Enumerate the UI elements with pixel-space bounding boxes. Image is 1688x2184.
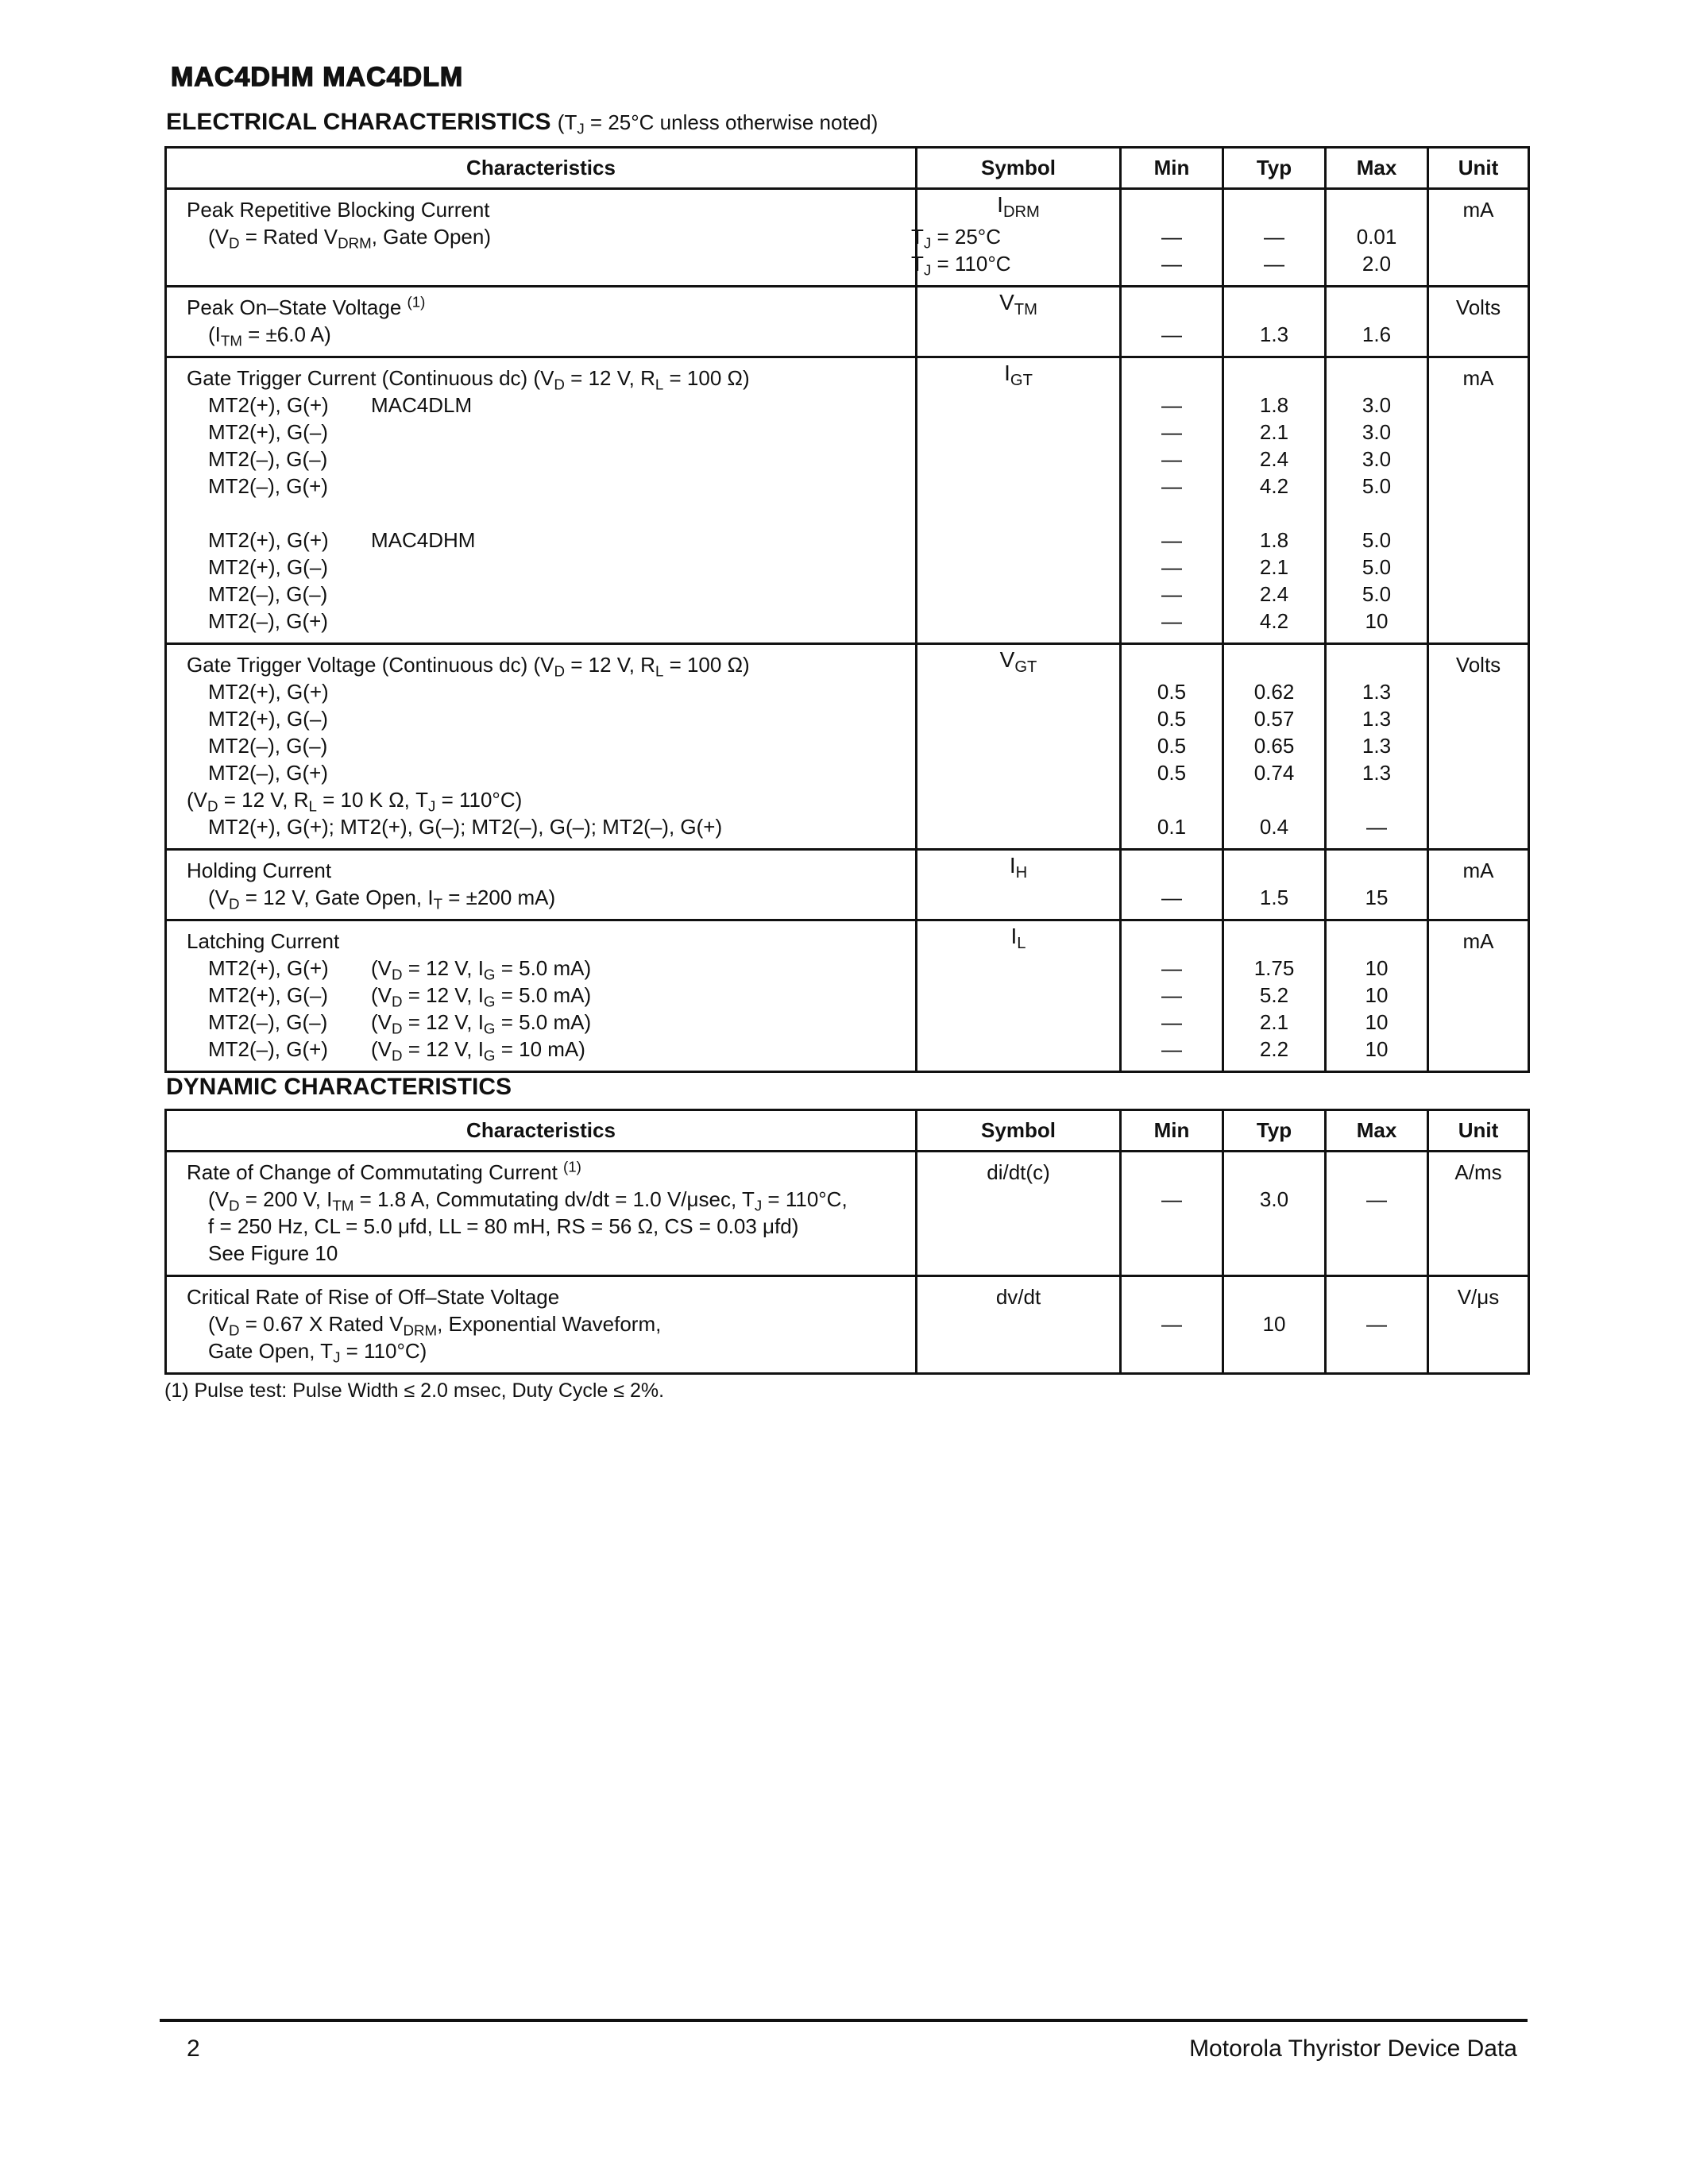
- didt-unit: A/ms: [1428, 1152, 1529, 1276]
- idrm-characteristic: Peak Repetitive Blocking Current ($V_D$ = Rated $V_{DRM}$, Gate Open) $T_J = 25^\circ C$ $T_J = 110^\circ C$: [166, 189, 917, 287]
- col-characteristics: Characteristics: [166, 1110, 917, 1152]
- col-typ: Typ: [1223, 1110, 1326, 1152]
- table-row: [166, 287, 1529, 357]
- dvdt-min: —: [1121, 1276, 1223, 1374]
- vgt-typ: 0.62 0.57 0.65 0.74 0.4: [1223, 644, 1326, 850]
- dvdt-typ: 10: [1223, 1276, 1326, 1374]
- igt-max: 3.0 3.0 3.0 5.0 5.0 5.0 5.0 10: [1326, 357, 1428, 644]
- vgt-characteristic: Gate Trigger Voltage (Continuous dc) ($V_D = 12$ V, $R_L = 100$ Ω) MT2(+), G(+) MT2(+), G(–) MT2(–), G(–) MT2(–), G(+) ($V_D = 12$ V, $R_L = 10$ K Ω, $T_J = 110^\circ C$) MT2(+), G(+); MT2(+), G(–); MT2(–), G(–); MT2(–), G(+): [166, 644, 917, 850]
- igt-typ: 1.8 2.1 2.4 4.2 1.8 2.1 2.4 4.2: [1223, 357, 1326, 644]
- ih-symbol: $I_H$: [917, 850, 1121, 920]
- col-unit: Unit: [1428, 1110, 1529, 1152]
- device-label-mac4dhm: MAC4DHM: [371, 528, 476, 552]
- table-row: [166, 850, 1529, 920]
- col-symbol: Symbol: [917, 1110, 1121, 1152]
- igt-symbol: $I_{GT}$: [917, 357, 1121, 644]
- idrm-typ: — —: [1223, 189, 1326, 287]
- didt-symbol: di/dt(c): [917, 1152, 1121, 1276]
- col-max: Max: [1326, 148, 1428, 189]
- didt-min: —: [1121, 1152, 1223, 1276]
- table-row: [166, 1276, 1529, 1374]
- col-unit: Unit: [1428, 148, 1529, 189]
- electrical-condition: ($T_J = 25^\circ C$ unless otherwise noted): [557, 110, 879, 137]
- col-min: Min: [1121, 148, 1223, 189]
- vgt-unit: Volts: [1428, 644, 1529, 850]
- table-header-row: [166, 1110, 1529, 1152]
- vtm-symbol: $V_{TM}$: [917, 287, 1121, 357]
- idrm-max: 0.01 2.0: [1326, 189, 1428, 287]
- igt-min: — — — — — — — —: [1121, 357, 1223, 644]
- ih-unit: mA: [1428, 850, 1529, 920]
- didt-max: —: [1326, 1152, 1428, 1276]
- vgt-min: 0.5 0.5 0.5 0.5 0.1: [1121, 644, 1223, 850]
- igt-unit: mA: [1428, 357, 1529, 644]
- table-row: [166, 189, 1529, 287]
- ih-min: —: [1121, 850, 1223, 920]
- il-max: 10 10 10 10: [1326, 920, 1428, 1072]
- ih-characteristic: Holding Current ($V_D = 12$ V, Gate Open, $I_T = \pm 200$ mA): [166, 850, 917, 920]
- dvdt-characteristic: Critical Rate of Rise of Off–State Voltage ($V_D = 0.67$ X Rated $V_{DRM}$, Exponential Waveform, Gate Open, $T_J = 110^\circ C$): [166, 1276, 917, 1374]
- il-characteristic: Latching Current MT2(+), G(+) ($V_D = 12$ V, $I_G = 5.0$ mA) MT2(+), G(–) ($V_D = 12$ V, $I_G = 5.0$ mA) MT2(–), G(–) ($V_D = 12$ V, $I_G = 5.0$ mA) MT2(–), G(+) ($V_D = 12$ V, $I_G = 10$ mA): [166, 920, 917, 1072]
- table-header-row: [166, 148, 1529, 189]
- col-symbol: Symbol: [917, 148, 1121, 189]
- table-row: [166, 357, 1529, 644]
- dvdt-max: —: [1326, 1276, 1428, 1374]
- il-typ: 1.75 5.2 2.1 2.2: [1223, 920, 1326, 1072]
- vgt-symbol: $V_{GT}$: [917, 644, 1121, 850]
- col-typ: Typ: [1223, 148, 1326, 189]
- table-row: [166, 1152, 1529, 1276]
- idrm-min: — —: [1121, 189, 1223, 287]
- publication-title: Motorola Thyristor Device Data: [1189, 2035, 1517, 2062]
- electrical-heading-text: ELECTRICAL CHARACTERISTICS: [166, 109, 551, 135]
- device-label-mac4dlm: MAC4DLM: [371, 393, 473, 417]
- didt-typ: 3.0: [1223, 1152, 1326, 1276]
- col-min: Min: [1121, 1110, 1223, 1152]
- idrm-unit: mA: [1428, 189, 1529, 287]
- electrical-heading: [166, 109, 878, 136]
- dvdt-symbol: dv/dt: [917, 1276, 1121, 1374]
- col-max: Max: [1326, 1110, 1428, 1152]
- table-row: [166, 644, 1529, 850]
- il-unit: mA: [1428, 920, 1529, 1072]
- ih-max: 15: [1326, 850, 1428, 920]
- vgt-max: 1.3 1.3 1.3 1.3 —: [1326, 644, 1428, 850]
- footnote: (1) Pulse test: Pulse Width ≤ 2.0 msec, Duty Cycle ≤ 2%.: [164, 1379, 665, 1402]
- col-characteristics: Characteristics: [166, 148, 917, 189]
- ih-typ: 1.5: [1223, 850, 1326, 920]
- il-min: — — — —: [1121, 920, 1223, 1072]
- vtm-max: 1.6: [1326, 287, 1428, 357]
- idrm-symbol: $I_{DRM}$: [917, 189, 1121, 287]
- igt-characteristic: Gate Trigger Current (Continuous dc) ($V_D = 12$ V, $R_L = 100$ Ω) MT2(+), G(+) MAC4DLM MT2(+), G(–) MT2(–), G(–) MT2(–), G(+) MT2(+), G(+) MAC4DHM MT2(+), G(–) MT2(–), G(–) MT2(–), G(+): [166, 357, 917, 644]
- dvdt-unit: V/μs: [1428, 1276, 1529, 1374]
- vtm-unit: Volts: [1428, 287, 1529, 357]
- didt-characteristic: Rate of Change of Commutating Current $^{(1)}$ ($V_D = 200$ V, $I_{TM} = 1.8$ A, Commutating dv/dt = 1.0 V/μsec, $T_J = 110^\circ C$, f = 250 Hz, CL = 5.0 μfd, LL = 80 mH, RS = 56 Ω, CS = 0.03 μfd) See Figure 10: [166, 1152, 917, 1276]
- vtm-min: —: [1121, 287, 1223, 357]
- dynamic-heading: DYNAMIC CHARACTERISTICS: [166, 1074, 512, 1100]
- table-row: [166, 920, 1529, 1072]
- page-number: 2: [187, 2035, 200, 2062]
- dynamic-characteristics-table: [164, 1109, 1530, 1375]
- vtm-characteristic: Peak On–State Voltage $^{(1)}$ ($I_{TM} = \pm 6.0$ A): [166, 287, 917, 357]
- il-symbol: $I_L$: [917, 920, 1121, 1072]
- footer-rule: [160, 2019, 1528, 2022]
- electrical-characteristics-table: [164, 146, 1530, 1073]
- vtm-typ: 1.3: [1223, 287, 1326, 357]
- part-number-title: MAC4DHM MAC4DLM: [171, 62, 464, 92]
